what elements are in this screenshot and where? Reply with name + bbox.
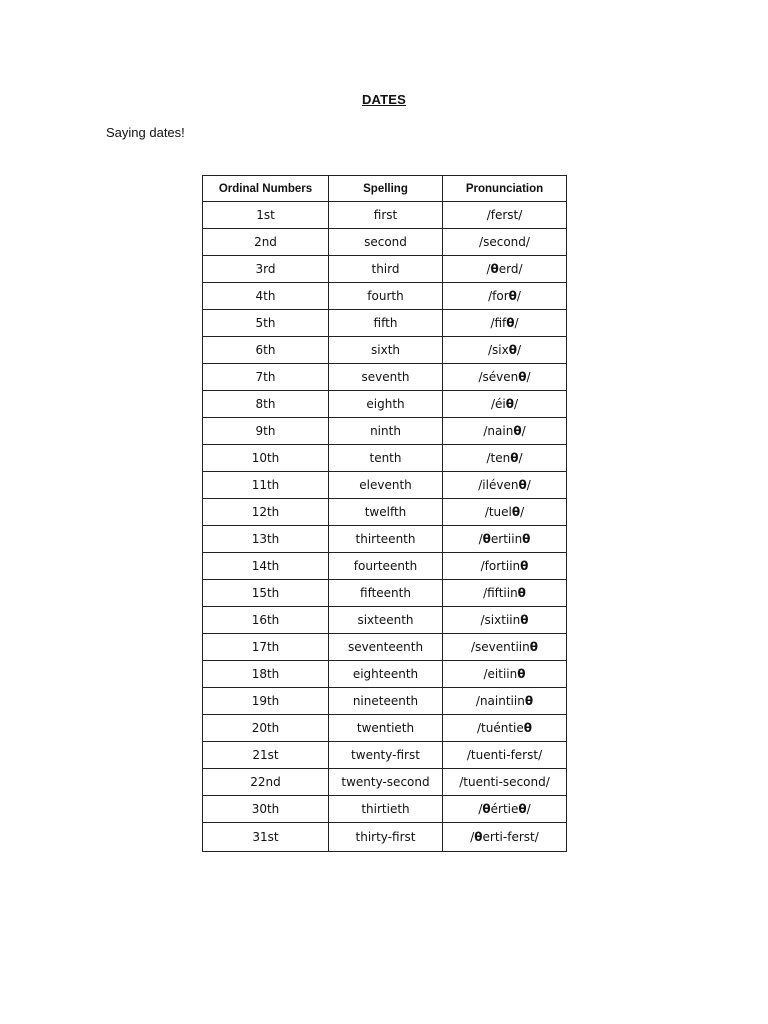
cell-spelling: twenty-second: [329, 769, 443, 796]
cell-pronunciation: /nainθ/: [443, 418, 567, 445]
table-row: [203, 229, 567, 256]
cell-pronunciation: /naintiinθ: [443, 688, 567, 715]
cell-spelling: thirtieth: [329, 796, 443, 823]
table-row: [203, 256, 567, 283]
cell-ordinal: 19th: [203, 688, 329, 715]
table-row: [203, 769, 567, 796]
table-row: [203, 391, 567, 418]
cell-spelling: eighth: [329, 391, 443, 418]
cell-pronunciation: /ferst/: [443, 202, 567, 229]
table-row: [203, 418, 567, 445]
cell-pronunciation: /eitiinθ: [443, 661, 567, 688]
cell-pronunciation: /second/: [443, 229, 567, 256]
table-row: [203, 607, 567, 634]
cell-spelling: fourth: [329, 283, 443, 310]
table-row: [203, 688, 567, 715]
cell-ordinal: 12th: [203, 499, 329, 526]
table-body: [203, 202, 567, 852]
cell-pronunciation: /seventiinθ: [443, 634, 567, 661]
cell-pronunciation: /tuenti-ferst/: [443, 742, 567, 769]
cell-ordinal: 14th: [203, 553, 329, 580]
table-row: [203, 796, 567, 823]
cell-ordinal: 1st: [203, 202, 329, 229]
cell-spelling: thirty-first: [329, 823, 443, 852]
cell-ordinal: 17th: [203, 634, 329, 661]
cell-ordinal: 30th: [203, 796, 329, 823]
cell-ordinal: 21st: [203, 742, 329, 769]
cell-spelling: eleventh: [329, 472, 443, 499]
table-header-row: [203, 176, 567, 202]
header-spelling: Spelling: [329, 176, 443, 202]
cell-ordinal: 9th: [203, 418, 329, 445]
table-row: [203, 742, 567, 769]
cell-ordinal: 16th: [203, 607, 329, 634]
table-row: [203, 445, 567, 472]
dates-table: [202, 175, 567, 852]
cell-ordinal: 20th: [203, 715, 329, 742]
table-row: [203, 472, 567, 499]
cell-pronunciation: /tuenti-second/: [443, 769, 567, 796]
cell-ordinal: 22nd: [203, 769, 329, 796]
cell-spelling: fifth: [329, 310, 443, 337]
cell-pronunciation: /sévenθ/: [443, 364, 567, 391]
cell-ordinal: 10th: [203, 445, 329, 472]
table-row: [203, 202, 567, 229]
intro-text: Saying dates!: [106, 125, 185, 140]
cell-pronunciation: /θerti-ferst/: [443, 823, 567, 852]
cell-spelling: thirteenth: [329, 526, 443, 553]
page-title: DATES: [361, 92, 407, 107]
cell-ordinal: 8th: [203, 391, 329, 418]
cell-spelling: twenty-first: [329, 742, 443, 769]
cell-ordinal: 7th: [203, 364, 329, 391]
cell-spelling: second: [329, 229, 443, 256]
cell-spelling: nineteenth: [329, 688, 443, 715]
cell-ordinal: 4th: [203, 283, 329, 310]
cell-ordinal: 18th: [203, 661, 329, 688]
table-row: [203, 553, 567, 580]
cell-spelling: third: [329, 256, 443, 283]
cell-spelling: eighteenth: [329, 661, 443, 688]
table-row: [203, 634, 567, 661]
cell-ordinal: 31st: [203, 823, 329, 852]
cell-spelling: first: [329, 202, 443, 229]
table-row: [203, 580, 567, 607]
cell-pronunciation: /ilévenθ/: [443, 472, 567, 499]
cell-spelling: seventh: [329, 364, 443, 391]
cell-ordinal: 3rd: [203, 256, 329, 283]
cell-pronunciation: /tuelθ/: [443, 499, 567, 526]
cell-pronunciation: /fiftiinθ: [443, 580, 567, 607]
cell-ordinal: 11th: [203, 472, 329, 499]
cell-pronunciation: /θerd/: [443, 256, 567, 283]
cell-spelling: sixteenth: [329, 607, 443, 634]
cell-pronunciation: /tuéntieθ: [443, 715, 567, 742]
cell-pronunciation: /θertiinθ: [443, 526, 567, 553]
cell-pronunciation: /sixtiinθ: [443, 607, 567, 634]
cell-spelling: fifteenth: [329, 580, 443, 607]
cell-pronunciation: /tenθ/: [443, 445, 567, 472]
cell-ordinal: 6th: [203, 337, 329, 364]
cell-spelling: twelfth: [329, 499, 443, 526]
cell-spelling: tenth: [329, 445, 443, 472]
table-row: [203, 823, 567, 852]
header-pronunciation: Pronunciation: [443, 176, 567, 202]
cell-pronunciation: /sixθ/: [443, 337, 567, 364]
cell-ordinal: 13th: [203, 526, 329, 553]
header-ordinal-numbers: Ordinal Numbers: [203, 176, 329, 202]
cell-spelling: fourteenth: [329, 553, 443, 580]
table-row: [203, 526, 567, 553]
table-row: [203, 661, 567, 688]
cell-pronunciation: /θértieθ/: [443, 796, 567, 823]
cell-ordinal: 2nd: [203, 229, 329, 256]
cell-pronunciation: /éiθ/: [443, 391, 567, 418]
cell-ordinal: 5th: [203, 310, 329, 337]
cell-pronunciation: /fortiinθ: [443, 553, 567, 580]
cell-spelling: twentieth: [329, 715, 443, 742]
table-row: [203, 337, 567, 364]
table-row: [203, 310, 567, 337]
cell-spelling: seventeenth: [329, 634, 443, 661]
table-row: [203, 283, 567, 310]
cell-pronunciation: /forθ/: [443, 283, 567, 310]
table-row: [203, 364, 567, 391]
cell-ordinal: 15th: [203, 580, 329, 607]
cell-spelling: ninth: [329, 418, 443, 445]
cell-spelling: sixth: [329, 337, 443, 364]
table-row: [203, 499, 567, 526]
table-row: [203, 715, 567, 742]
cell-pronunciation: /fifθ/: [443, 310, 567, 337]
